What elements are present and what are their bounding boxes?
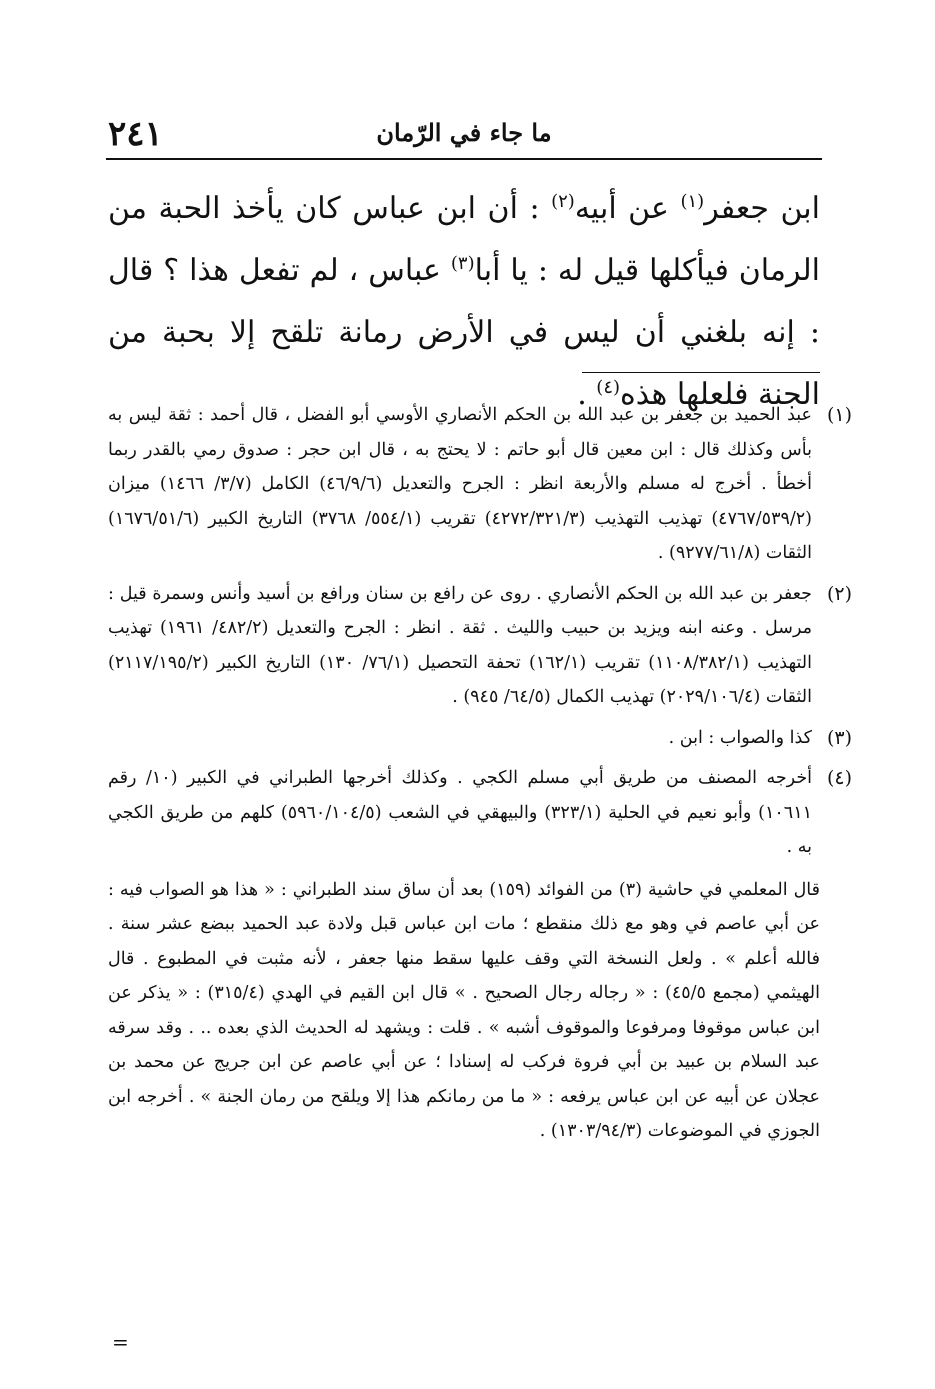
footnote-ref-1: (١) (680, 191, 705, 212)
main-text-segment: : أن ابن عباس كان يأخذ الحبة من الرمان فيأكلها قيل له : يا أبا (108, 191, 820, 288)
footnote-1 (108, 398, 852, 571)
main-text-segment: . (577, 377, 597, 412)
page-number: ٢٤١ (108, 114, 163, 154)
footnote-divider (582, 372, 820, 373)
footnote-2 (108, 577, 852, 715)
running-title: ما جاء في الرّمان (376, 118, 552, 147)
footnote-text: أخرجه المصنف من طريق أبي مسلم الكجي . وكذلك أخرجها الطبراني في الكبير (١٠/ رقم ١٠٦١١) وأبو نعيم في الحلية (٣٢٣/١) والبيهقي في الشعب (٥٩٦٠/١٠٤/٥) كلهم من طريق الكجي به . (108, 768, 812, 857)
footnote-text: كذا والصواب : ابن . (668, 727, 812, 748)
footnote-text: جعفر بن عبد الله بن الحكم الأنصاري . روى عن رافع بن سنان ورافع بن أسيد وأنس وسمرة قيل : مرسل . وعنه ابنه ويزيد بن حبيب والليث . ثقة . انظر : الجرح والتعديل (٤٨٢/٢/ ١٩٦١) تهذيب التهذيب (١١٠٨/٣٨٢/١) تقريب (١٦٢/١) تحفة التحصيل (٧٦/١/ ١٣٠) التاريخ الكبير (٢١١٧/١٩٥/٢) الثقات (٢٠٢٩/١٠٦/٤) تهذيب الكمال (٦٤/٥/ ٩٤٥) . (108, 583, 812, 707)
footnote-4 (108, 761, 852, 865)
footnote-number: (٤) (826, 767, 852, 789)
footnote-number: (١) (826, 404, 852, 426)
footnote-number: (٣) (826, 726, 852, 749)
footnote-ref-2: (٢) (551, 191, 575, 212)
footnote-ref-3: (٣) (450, 253, 475, 274)
continued-mark: = (112, 1330, 129, 1354)
footnote-number: (٢) (826, 582, 852, 605)
footnote-3 (108, 721, 852, 756)
page-header (108, 112, 820, 158)
footnote-commentary: قال المعلمي في حاشية (٣) من الفوائد (١٥٩) بعد أن ساق سند الطبراني : « هذا هو الصواب فيه : عن أبي عاصم في وهو مع ذلك منقطع ؛ مات ابن عباس قبل ولادة عبد الحميد ببضع عشر سنة . فالله أعلم » . ولعل النسخة التي وقف عليها سقط منها جعفر ، لأنه مثبت في المطبوع . قال الهيثمي (مجمع ٤٥/٥) : « رجاله رجال الصحيح . » قال ابن القيم في الهدي (٣١٥/٤) : « يذكر عن ابن عباس موقوفا ومرفوعا والموقوف أشبه » . قلت : ويشهد له الحديث الذي بعده .. . وقد سرقه عبد السلام بن عبيد بن أبي فروة فركب له إسنادا ؛ عن أبي عاصم عن ابن جريج عن محمد بن عجلان عن أبيه عن ابن عباس يرفعه : « ما من رمانكم هذا إلا ويلقح من رمان الجنة » . أخرجه ابن الجوزي في الموضوعات (١٣٠٣/٩٤/٣) . (108, 879, 821, 1141)
header-divider (106, 158, 822, 160)
main-text-segment: ابن جعفر (704, 191, 820, 226)
main-text (108, 178, 820, 426)
footnotes (108, 398, 852, 1149)
main-paragraph (108, 178, 820, 426)
footnote-text: عبد الحميد بن جعفر بن عبد الله بن الحكم الأنصاري الأوسي أبو الفضل ، قال أحمد : ثقة ليس به بأس وكذلك قال : ابن معين قال أبو حاتم : لا يحتج به ، قال ابن حجر : صدوق رمي بالقدر ربما أخطأ . أخرج له مسلم والأربعة انظر : الجرح والتعديل (٤٦/٩/٦) الكامل (٣/٧/ ١٤٦٦) ميزان (٤٧٦٧/٥٣٩/٢) تهذيب التهذيب (٤٢٧٢/٣٢١/٣) تقريب (٥٥٤/١/ ٣٧٦٨) التاريخ الكبير (١٦٧٦/٥١/٦) الثقات (٩٢٧٧/٦١/٨) . (108, 405, 812, 563)
footnote-ref-4: (٤) (596, 377, 621, 398)
main-text-segment: عباس ، لم تفعل هذا ؟ قال : إنه بلغني أن ليس في الأرض رمانة تلقح إلا بحبة من الجنة فلعلها هذه (108, 253, 820, 412)
main-text-segment: عن أبيه (574, 191, 681, 226)
